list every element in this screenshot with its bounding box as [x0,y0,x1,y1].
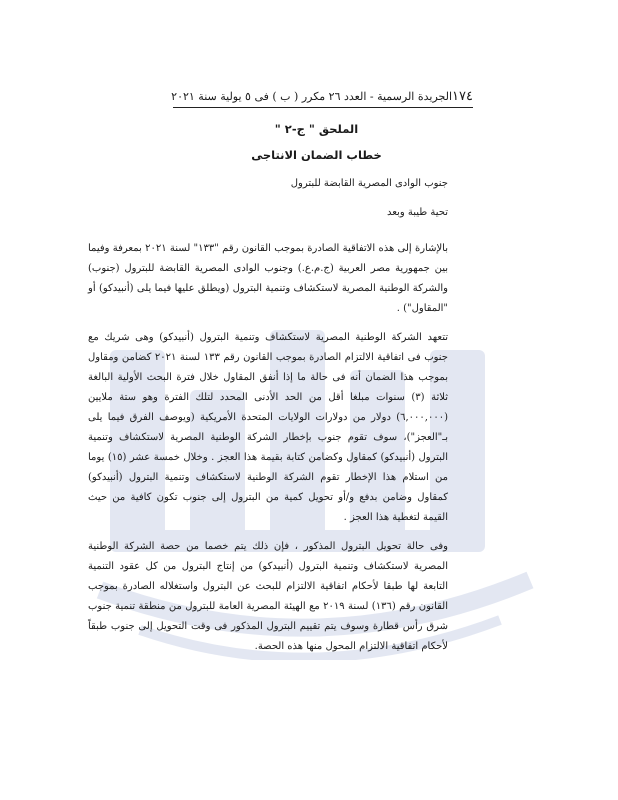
salutation: تحية طيبة وبعد [386,207,448,218]
addressee: جنوب الوادى المصرية القابضة للبترول [290,178,448,189]
paragraph-guarantee: تتعهد الشركة الوطنية المصرية لاستكشاف وتنمية البترول (أنبيدكو) وهى شريك مع جنوب فى اتفاقية الالتزام الصادرة بموجب القانون رقم ١٣٣ لسنة ٢٠٢١ كضامن ومقاول بموجب هذا الضمان أنه فى حالة ما إذا أنفق المقاول خلال فترة البحث الأولية البالغة ثلاثة (٣) سنوات مبلغا أقل من الحد الأدنى المحدد لتلك الفترة وهو ستة ملايين (٦,٠٠٠,٠٠٠) دولار من دولارات الولايات المتحدة الأمريكية (ويوصف الفرق فيما يلى بـ"العجز")، سوف تقوم جنوب بإخطار الشركة الوطنية المصرية لاستكشاف وتنمية البترول (أنبيدكو) كمقاول وكضامن كتابة بقيمة هذا العجز . وخلال خمسة عشر (١٥) يوما من استلام هذا الإخطار تقوم الشركة الوطنية لاستكشاف وتنمية البترول (أنبيدكو) كمقاول وضامن بدفع و/أو تحويل كمية من البترول إلى جنوب تكون كافية من حيث القيمة لتغطية هذا العجز . [88,332,448,523]
page-header [173,89,473,104]
paragraph-transfer: وفى حالة تحويل البترول المذكور ، فإن ذلك يتم خصما من حصة الشركة الوطنية المصرية لاستكشاف وتنمية البترول (أنبيدكو) من إنتاج البترول من كل عقود التنمية التابعة لها طبقا لأحكام اتفاقية الالتزام للبحث عن البترول واستغلاله الصادرة بموجب القانون رقم (١٣٦) لسنة ٢٠١٩ مع الهيئة المصرية العامة للبترول من منطقة تنمية جنوب شرق رأس قطارة وسوف يتم تقييم البترول المذكور فى وقت التحويل إلى جنوب طبقاً لأحكام اتفاقية الالتزام المحول منها هذه الحصة. [88,541,448,652]
paragraph-reference: بالإشارة إلى هذه الاتفاقية الصادرة بموجب القانون رقم "١٣٣" لسنة ٢٠٢١ بمعرفة وفيما بين جمهورية مصر العربية (ج.م.ع.) وجنوب الوادى المصرية القابضة للبترول (جنوب) والشركة الوطنية المصرية لاستكشاف وتنمية البترول (ويطلق عليها فيما يلى (أنبيدكو) أو "المقاول") . [88,243,448,314]
page-number: ١٧٤ [452,89,473,104]
letter-body [88,174,448,657]
document-title: خطاب الضمان الانتاجى [251,148,382,162]
running-title: الجريدة الرسمية - العدد ٢٦ مكرر ( ب ) فى ٥ يولية سنة ٢٠٢١ [171,90,453,103]
header-divider [173,107,473,108]
annex-title: الملحق " ج-٢ " [274,122,359,136]
